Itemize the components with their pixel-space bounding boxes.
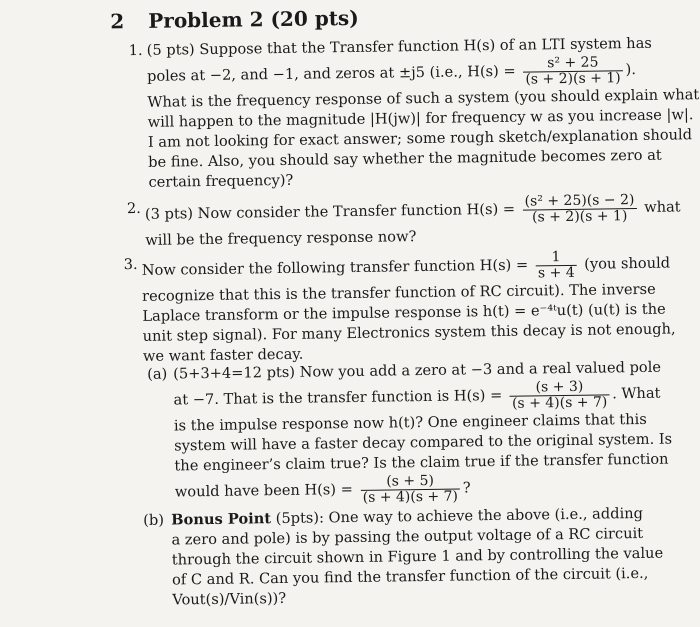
question-3b-label: (b) bbox=[143, 511, 165, 529]
question-2-line-1b: what bbox=[644, 198, 681, 216]
question-2-line-2: will be the frequency response now? bbox=[145, 228, 417, 249]
question-3-line-5: we want faster decay. bbox=[142, 345, 304, 365]
question-3-line-4: unit step signal). For many Electronics system this decay is not enough, bbox=[142, 320, 676, 345]
question-3a-label: (a) bbox=[147, 365, 168, 383]
question-3-line-1a: Now consider the following transfer function H(s) = bbox=[141, 256, 529, 279]
question-2-line-1a: (3 pts) Now consider the Transfer function H(s) = bbox=[144, 200, 516, 223]
question-3a-line-4: system will have a faster decay compared to the original system. Is bbox=[174, 430, 673, 455]
question-3a bbox=[147, 358, 673, 509]
question-3a-line-2b: . What bbox=[612, 384, 661, 403]
question-2-frac-den: (s + 2)(s + 1) bbox=[531, 207, 628, 225]
question-1-line-2a: poles at −2, and −1, and zeros at ±j5 (i.e., H(s) = bbox=[146, 62, 516, 85]
question-3-line-1b: (you should bbox=[584, 254, 671, 273]
question-3b-line-1-text: (5pts): One way to achieve the above (i.e., adding bbox=[275, 504, 644, 528]
question-3a-line-6 bbox=[175, 470, 673, 509]
question-3-label: 3. bbox=[123, 255, 138, 274]
question-3 bbox=[123, 247, 676, 366]
question-3a-frac-2-num: (s + 5) bbox=[360, 473, 460, 490]
question-1-line-5: I am not looking for exact answer; some rough sketch/explanation should bbox=[147, 126, 693, 151]
question-3-frac-num: 1 bbox=[536, 249, 577, 266]
question-3b-line-2: a zero and pole) is by passing the output voltage of a RC circuit bbox=[171, 524, 644, 549]
question-3a-line-6b: ? bbox=[462, 479, 471, 497]
problem-title: Problem 2 (20 pts) bbox=[148, 5, 359, 33]
question-1-line-7: certain frequency)? bbox=[148, 171, 294, 191]
question-1 bbox=[128, 33, 700, 193]
question-3a-line-1: (5+3+4=12 pts) Now you add a zero at −3 and a real valued pole bbox=[173, 358, 662, 383]
question-1-label: 1. bbox=[128, 41, 143, 60]
question-2-fraction bbox=[523, 193, 637, 226]
question-3b bbox=[143, 504, 664, 611]
question-1-line-2b: ). bbox=[625, 61, 637, 79]
question-1-line-3: What is the frequency response of such a system (you should explain what bbox=[147, 86, 700, 111]
question-3a-frac-1-num: (s + 3) bbox=[510, 379, 610, 396]
question-3b-line-4: of C and R. Can you find the transfer function of the circuit (i.e., bbox=[171, 564, 649, 589]
question-1-line-6: be fine. Also, you should say whether the magnitude becomes zero at bbox=[148, 146, 662, 171]
question-1-line-4: will happen to the magnitude |H(jw)| for frequency w as you increase |w|. bbox=[147, 106, 694, 131]
question-3a-fraction-1 bbox=[510, 379, 610, 411]
question-3a-line-6a: would have been H(s) = bbox=[174, 481, 354, 501]
question-1-frac-num: s² + 25 bbox=[523, 55, 623, 72]
problem-number: 2 bbox=[110, 9, 125, 34]
question-1-line-1: (5 pts) Suppose that the Transfer function H(s) of an LTI system has bbox=[146, 34, 652, 59]
question-3-fraction bbox=[536, 249, 577, 281]
question-1-frac-den: (s + 2)(s + 1) bbox=[525, 69, 621, 88]
question-3a-fraction-2 bbox=[360, 473, 460, 505]
question-2-label: 2. bbox=[126, 199, 141, 218]
problem-heading bbox=[110, 6, 359, 33]
bonus-point-label: Bonus Point bbox=[171, 510, 272, 529]
question-1-fraction bbox=[523, 55, 623, 87]
question-3a-line-5: the engineer’s claim true? Is the claim true if the transfer function bbox=[174, 450, 669, 475]
question-3a-line-2a: at −7. That is the transfer function is H(s) = bbox=[173, 386, 503, 409]
question-3a-line-3: is the impulse response now h(t)? One engineer claims that this bbox=[173, 410, 647, 435]
question-3b-line-5: Vout(s)/Vin(s))? bbox=[172, 589, 287, 609]
question-2-frac-num: (s² + 25)(s − 2) bbox=[523, 193, 637, 211]
question-3b-line-3: through the circuit shown in Figure 1 and by controlling the value bbox=[171, 544, 664, 569]
question-3-line-2: recognize that this is the transfer function of RC circuit). The inverse bbox=[141, 280, 656, 305]
question-3-line-3: Laplace transform or the impulse response is h(t) = e⁻⁴ᵗu(t) (u(t) is the bbox=[142, 300, 666, 325]
question-2 bbox=[126, 191, 681, 250]
question-3a-frac-1-den: (s + 4)(s + 7) bbox=[511, 393, 608, 412]
question-3-frac-den: s + 4 bbox=[537, 264, 575, 281]
question-3a-frac-2-den: (s + 4)(s + 7) bbox=[362, 488, 459, 506]
